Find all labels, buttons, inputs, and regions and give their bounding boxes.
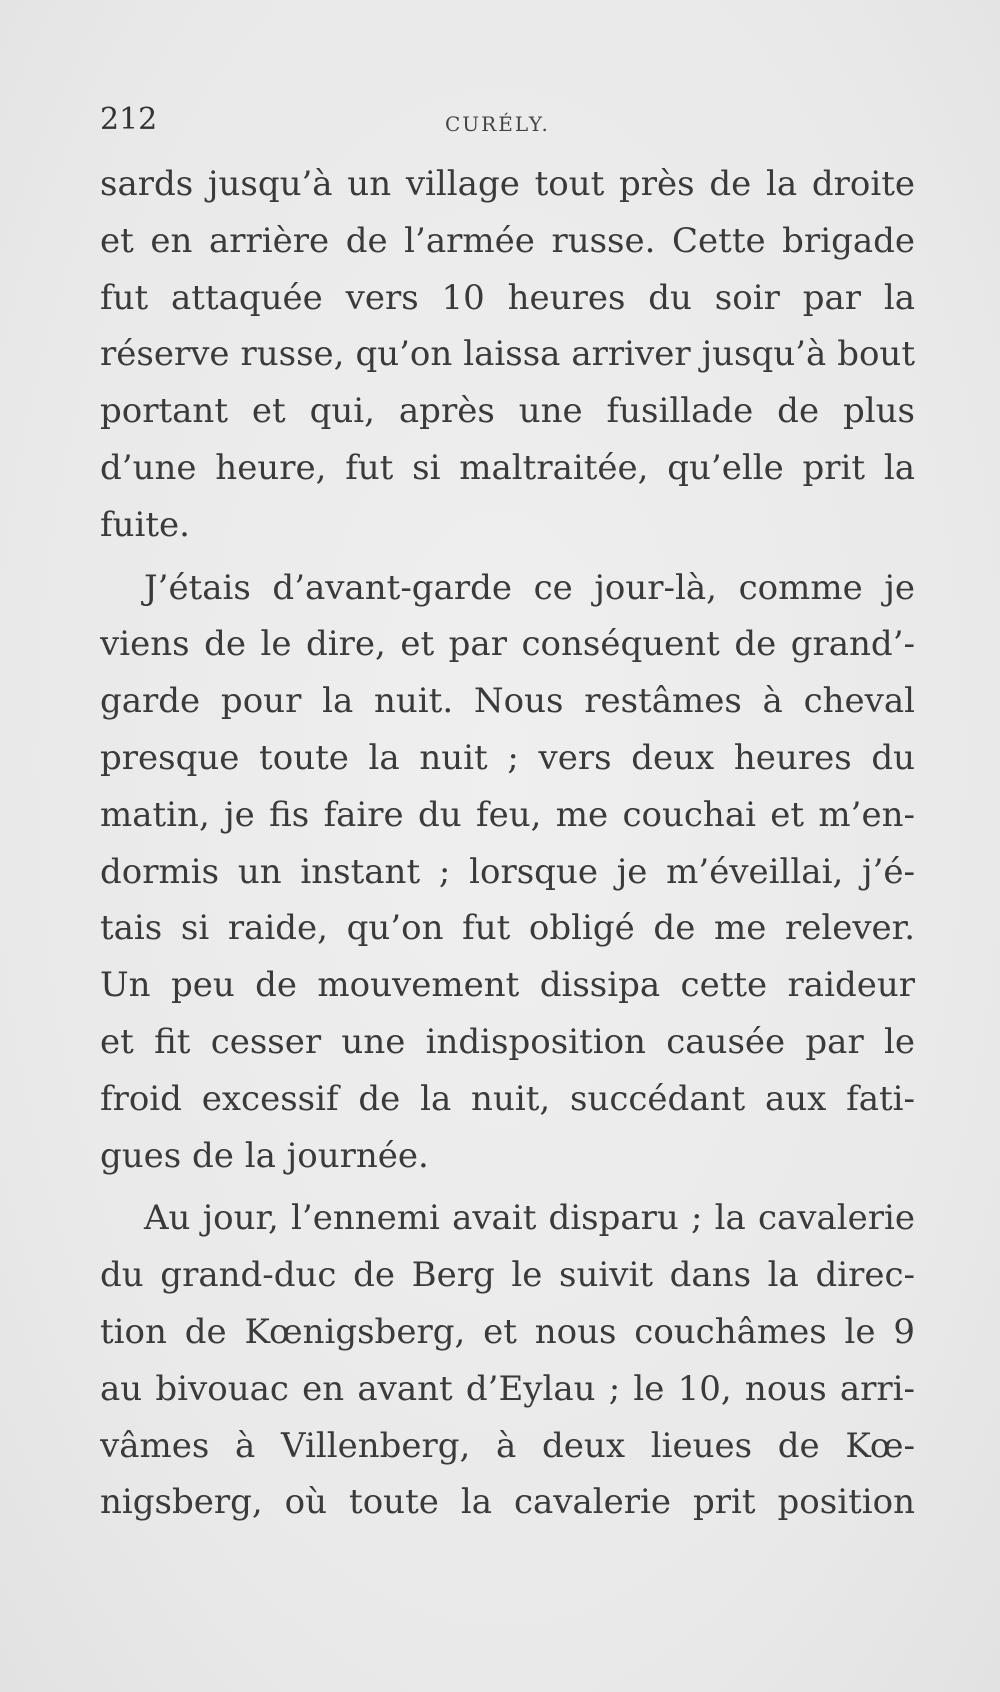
- text-line: garde pour la nuit. Nous restâmes à cheval: [100, 681, 915, 722]
- text-line: vâmes à Villenberg, à deux lieues de Kœ-: [100, 1425, 915, 1466]
- paragraph: [100, 560, 915, 1185]
- text-line: tais si raide, qu’on fut obligé de me relever.: [100, 908, 915, 949]
- running-head: [100, 102, 915, 142]
- text-line: gues de la journée.: [100, 1135, 429, 1176]
- text-line: et fit cesser une indisposition causée par le: [100, 1021, 915, 1062]
- text-line: tion de Kœnigsberg, et nous couchâmes le 9: [100, 1311, 915, 1352]
- text-line: presque toute la nuit ; vers deux heures du: [100, 737, 915, 778]
- text-line: portant et qui, après une fusillade de plus: [100, 391, 915, 432]
- text-line: fut attaquée vers 10 heures du soir par la: [100, 277, 915, 318]
- text-line: sards jusqu’à un village tout près de la droite: [100, 164, 915, 204]
- paragraph: [100, 1190, 915, 1531]
- paragraph: [100, 156, 915, 554]
- running-title: CURÉLY.: [445, 112, 550, 136]
- text-line: et en arrière de l’armée russe. Cette brigade: [100, 220, 915, 261]
- text-line: nigsberg, où toute la cavalerie prit position: [100, 1482, 915, 1523]
- text-line: réserve russe, qu’on laissa arriver jusqu’à bout: [100, 334, 915, 375]
- body-text: [100, 156, 915, 1531]
- text-line: J’étais d’avant-garde ce jour-là, comme je: [144, 567, 915, 608]
- page-number: 212: [100, 102, 158, 137]
- text-line: du grand-duc de Berg le suivit dans la direc-: [100, 1255, 915, 1296]
- text-line: d’une heure, fut si maltraitée, qu’elle prit la: [100, 447, 915, 488]
- text-line: matin, je fis faire du feu, me couchai et m’en-: [100, 794, 915, 835]
- text-line: Un peu de mouvement dissipa cette raideur: [100, 965, 915, 1006]
- text-line: dormis un instant ; lorsque je m’éveillai, j’é-: [100, 851, 915, 892]
- text-line: froid excessif de la nuit, succédant aux fati-: [100, 1078, 915, 1119]
- text-line: fuite.: [100, 504, 190, 545]
- text-line: au bivouac en avant d’Eylau ; le 10, nous arri-: [100, 1368, 915, 1409]
- text-line: Au jour, l’ennemi avait disparu ; la cavalerie: [144, 1198, 915, 1239]
- text-line: viens de le dire, et par conséquent de grand’-: [100, 624, 915, 665]
